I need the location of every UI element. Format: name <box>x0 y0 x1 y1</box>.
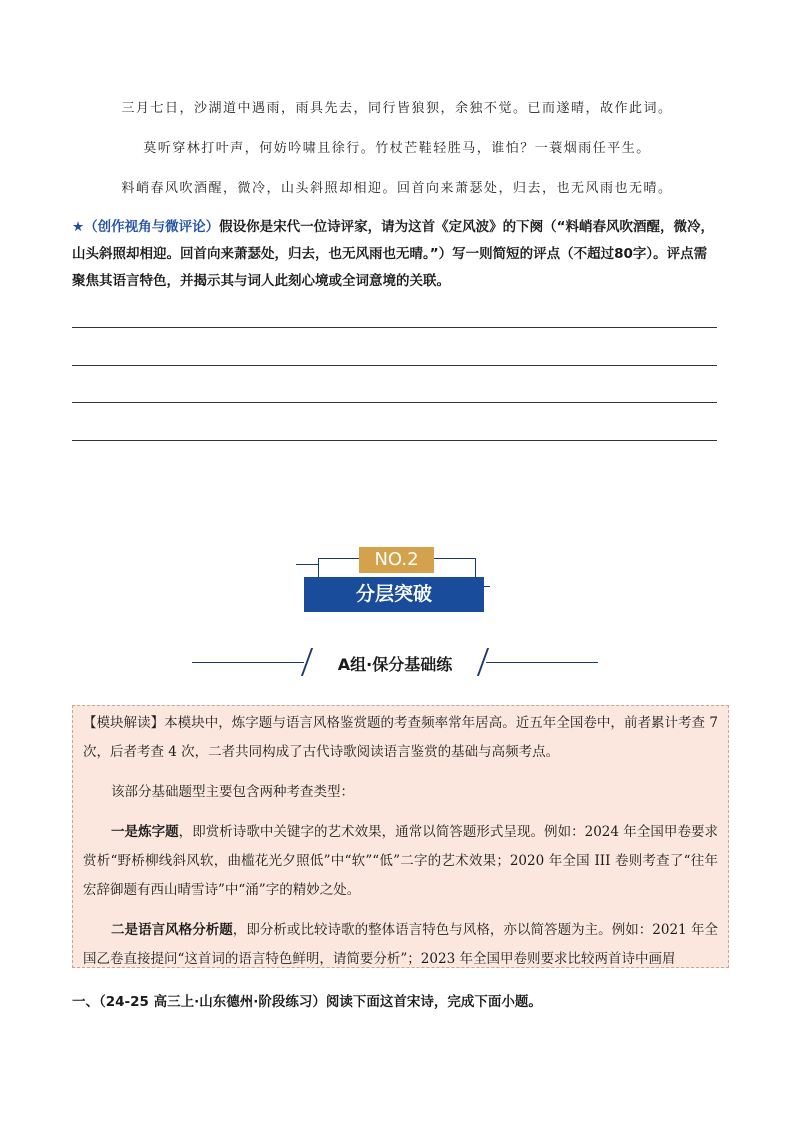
module-intro: 【模块解读】本模块中，炼字题与语言风格鉴赏题的考查频率常年居高。近五年全国卷中，前者累计考查 7 次，后者考查 4 次，二者共同构成了古代诗歌阅读语言鉴赏的基础与高频考点。 <box>83 715 718 760</box>
question-tag: （创作视角与微评论） <box>84 219 220 235</box>
module-explanation-box <box>72 705 729 968</box>
star-icon: ★ <box>72 219 85 235</box>
question-text: 假设你是宋代一位诗评家，请为这首《定风波》的下阕（“料峭春风吹酒醒，微冷，山头斜照却相迎。回首向来萧瑟处，归去，也无风雨也无晴。”）写一则简短的评点（不超过80字）。评点需聚焦其语言特色，并揭示其与词人此刻心境或全词意境的关联。 <box>72 219 714 289</box>
group-rule-right <box>486 662 598 663</box>
group-rule-left <box>192 662 304 663</box>
answer-line[interactable] <box>72 402 717 403</box>
section-number: NO.2 <box>359 547 434 573</box>
question-prompt <box>72 214 720 295</box>
answer-line[interactable] <box>72 327 717 328</box>
poem-preface: 三月七日，沙湖道中遇雨，雨具先去，同行皆狼狈，余独不觉。已而遂晴，故作此词。 <box>121 101 673 116</box>
section-title: 分层突破 <box>304 577 484 612</box>
section-frame-tick <box>296 564 318 565</box>
answer-line[interactable] <box>72 365 717 366</box>
poem-line-2: 料峭春风吹酒醒，微冷，山头斜照却相迎。回首向来萧瑟处，归去，也无风雨也无晴。 <box>121 181 673 196</box>
poem-line-1: 莫听穿林打叶声，何妨吟啸且徐行。竹杖芒鞋轻胜马，谁怕？一蓑烟雨任平生。 <box>143 141 651 156</box>
module-types-lead: 该部分基础题型主要包含两种考查类型： <box>111 784 354 800</box>
answer-line[interactable] <box>72 440 717 441</box>
module-type-2: 二是语言风格分析题，即分析或比较诗歌的整体语言特色与风格，亦以简答题为主。例如：2021 年全国乙卷直接提问“这首词的语言特色鲜明，请简要分析”；2023 年全国甲卷则要求比较两首诗中画眉 <box>83 922 718 967</box>
question-1-heading: 一、（24-25 高三上·山东德州·阶段练习）阅读下面这首宋诗，完成下面小题。 <box>72 994 542 1010</box>
group-title: A组·保分基础练 <box>337 655 453 674</box>
module-type-1: 一是炼字题，即赏析诗歌中关键字的艺术效果，通常以简答题形式呈现。例如：2024 年全国甲卷要求赏析“野桥柳线斜风软，曲槛花光夕照低”中“软”“低”二字的艺术效果；2020 年全国 III 卷则考查了“往年宏辞御题有西山晴雪诗”中“涌”字的精妙之处。 <box>83 824 719 898</box>
